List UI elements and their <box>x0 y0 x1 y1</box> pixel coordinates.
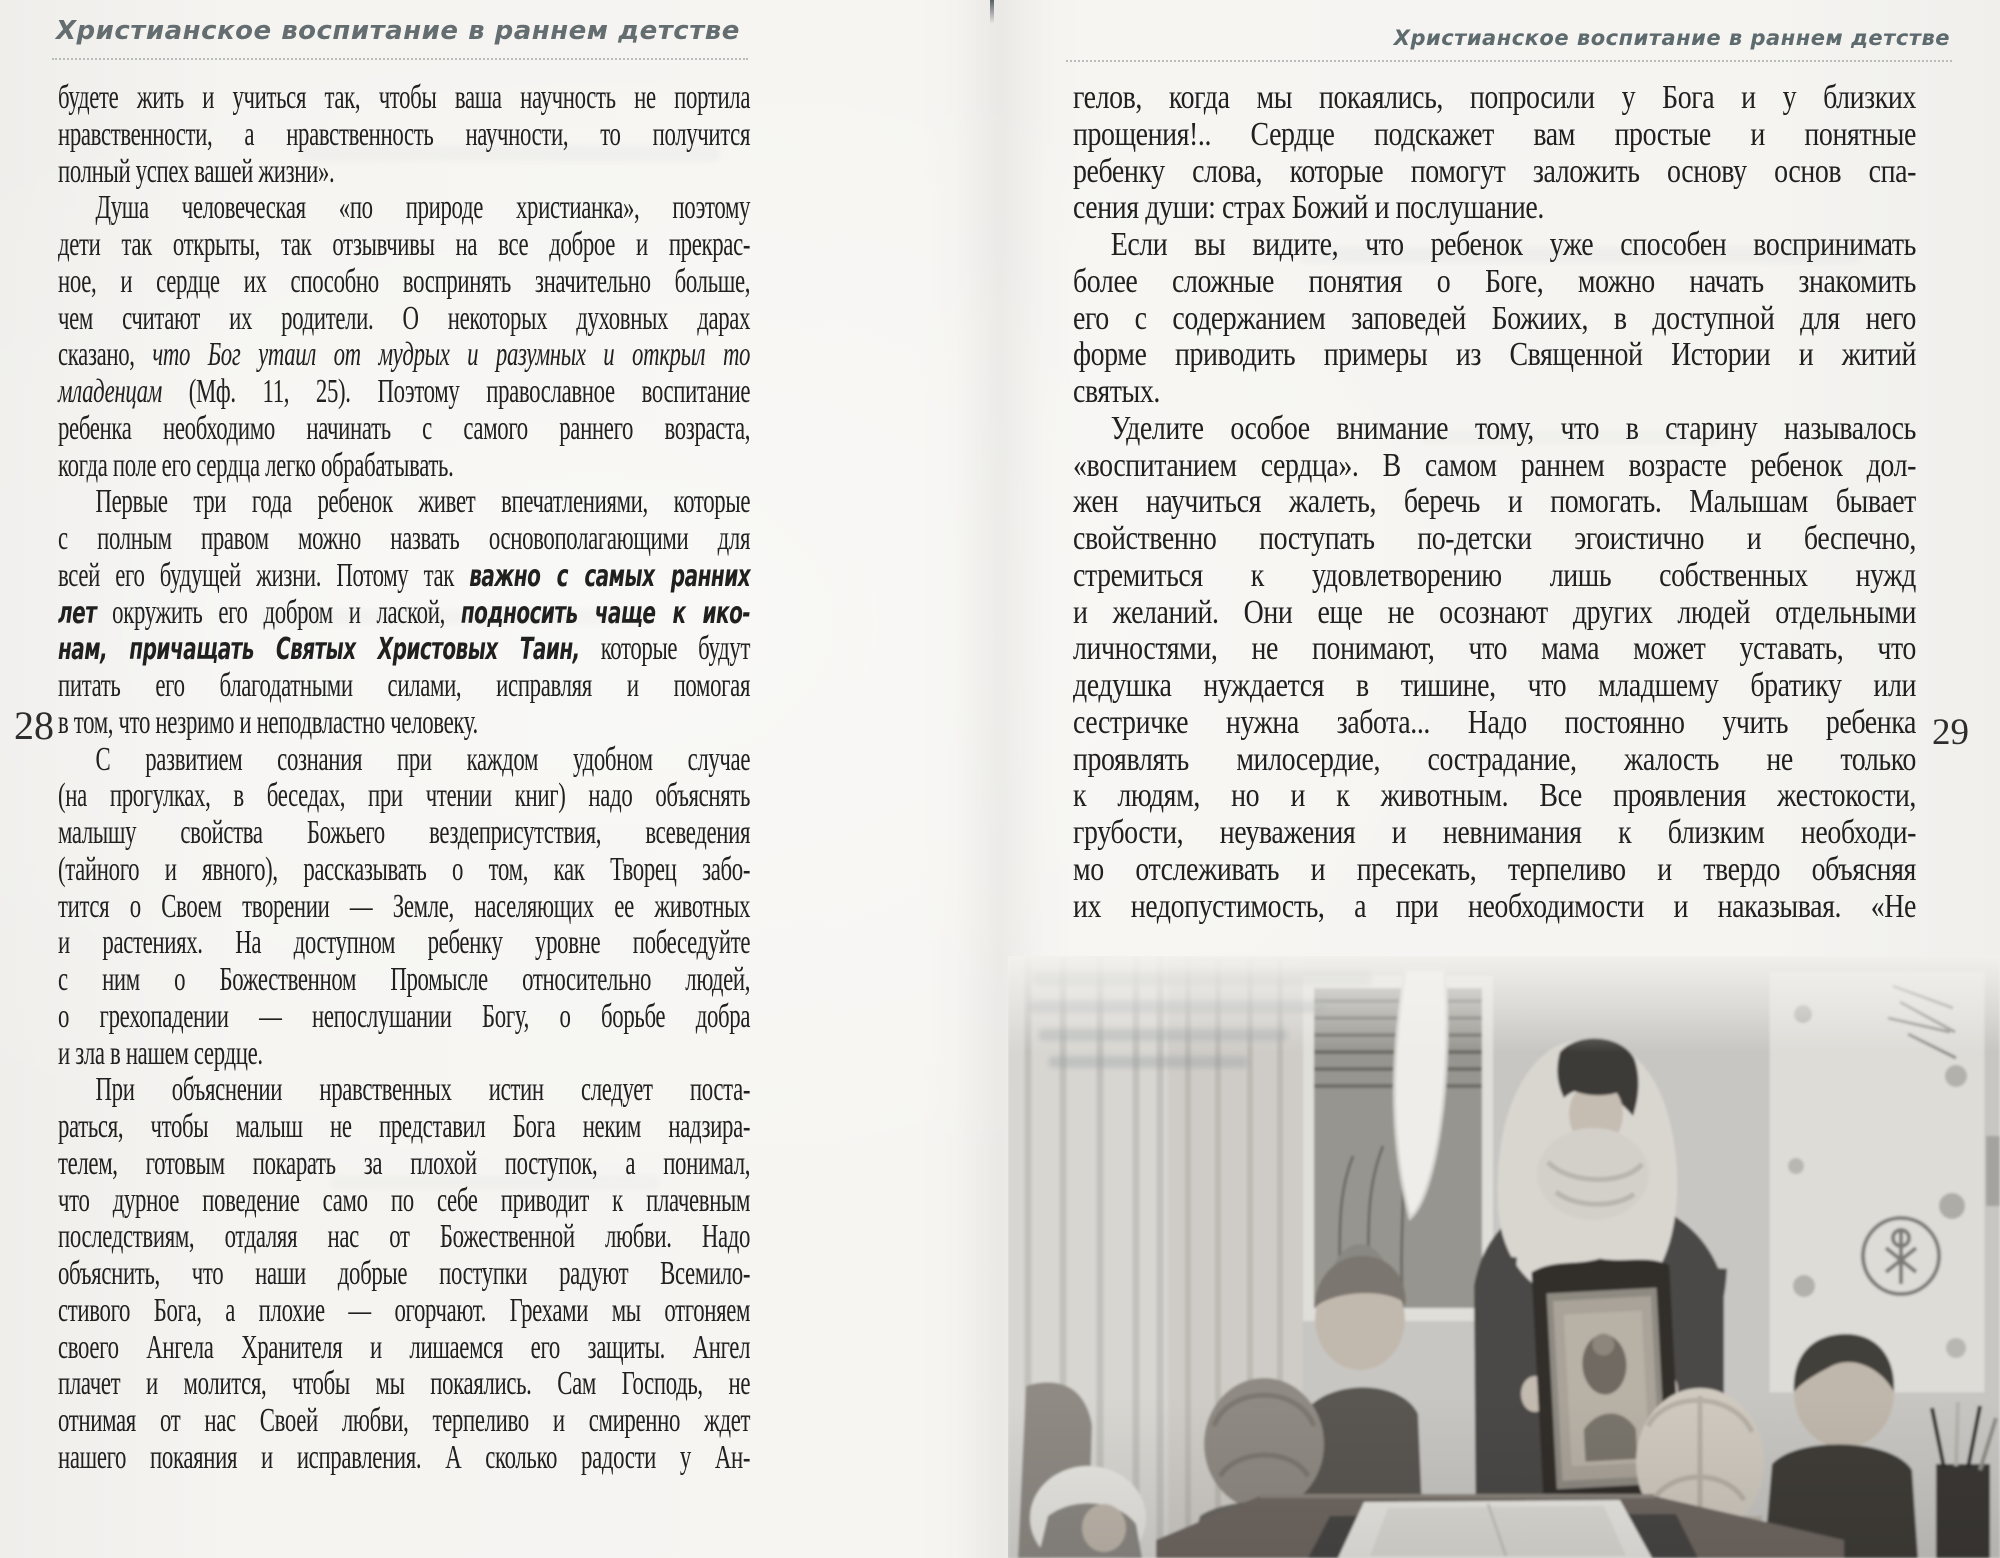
running-head-left: Христианское воспитание в раннем детстве <box>56 16 740 46</box>
body-text: окружить его добром и лаской, <box>96 593 461 631</box>
text-line <box>1073 852 1916 889</box>
text-line <box>58 301 750 338</box>
text-line <box>58 264 750 301</box>
text-line <box>58 1366 750 1403</box>
body-text: отнимая от нас Своей любви, терпеливо и смиренно ждет <box>58 1402 751 1439</box>
body-text: сестричке нужна забота... Надо постоянно учить ребенка <box>1073 703 1916 741</box>
body-text: ребенку слова, которые помогут заложить основу основ спа- <box>1073 152 1916 190</box>
text-line <box>58 448 750 485</box>
text-line <box>58 852 750 889</box>
text-line <box>58 778 750 815</box>
text-line <box>58 227 750 264</box>
body-text: гелов, когда мы покаялись, попросили у Бога и у близких <box>1073 79 1916 116</box>
text-line <box>1073 337 1916 374</box>
text-line <box>58 1219 750 1256</box>
text-line <box>1073 448 1916 485</box>
body-text: что дурное поведение само по себе приводит к плачевным <box>58 1181 751 1219</box>
text-line <box>1073 227 1916 264</box>
body-text: и желаний. Они еще не осознают других людей отдельными <box>1073 593 1916 631</box>
body-text: свойственно поступать по-детски эгоистично и беспечно, <box>1073 520 1916 557</box>
text-line <box>1073 558 1916 595</box>
body-text: и зла в нашем сердце. <box>58 1034 263 1072</box>
body-text: дедушка нуждается в тишине, что младшему братику или <box>1073 667 1916 704</box>
body-text: которые будут <box>579 630 751 668</box>
header-dotted-rule-left <box>52 58 748 60</box>
text-line <box>1073 815 1916 852</box>
body-text: полный успех вашей жизни». <box>58 152 335 190</box>
body-text: прощения!.. Сердце подскажет вам простые и понятные <box>1073 115 1916 153</box>
body-text: святых. <box>1073 373 1160 410</box>
body-text: с ним о Божественном Промысле относительно людей, <box>58 961 751 998</box>
body-text: Первые три года ребенок живет впечатлениями, которые <box>95 483 751 521</box>
body-text: (Мф. 11, 25). Поэтому православное воспитание <box>161 373 751 410</box>
text-line <box>58 962 750 999</box>
body-text: дети так открыты, так отзывчивы на все доброе и прекрас- <box>58 226 751 263</box>
body-text: сения души: страх Божий и послушание. <box>1073 189 1544 227</box>
body-text: в том, что незримо и неподвластно человеку. <box>58 703 478 741</box>
emphasis-script: подносить чаще к ико- <box>460 595 751 631</box>
body-text: их недопустимость, а при необходимости и наказывая. «Не <box>1073 887 1916 925</box>
text-line <box>58 521 750 558</box>
emphasis-script: нам, причащать Святых Христовых Таин, <box>58 632 580 668</box>
photo-vignette <box>1008 1396 2000 1558</box>
body-text: Уделите особое внимание тому, что в старину называлось <box>1110 409 1916 447</box>
text-line <box>1073 631 1916 668</box>
body-text: форме приводить примеры из Священной Истории и житий <box>1073 336 1916 374</box>
text-line <box>58 337 750 374</box>
text-line <box>58 411 750 448</box>
text-line <box>58 1072 750 1109</box>
text-line <box>1073 742 1916 779</box>
body-text: ное, и сердце их способно воспринять значительно больше, <box>58 262 751 300</box>
photo-icon-lesson <box>1008 956 2000 1558</box>
body-text: стивого Бога, а плохие — огорчают. Грехами мы отгоняем <box>58 1291 751 1329</box>
body-text: сказано, <box>58 336 153 374</box>
header-dotted-rule-right <box>1066 60 1952 62</box>
scripture-quote: что Бог утаил от мудрых и разумных и открыл то <box>152 336 751 374</box>
body-text: проявлять милосердие, сострадание, жалость не только <box>1073 740 1916 778</box>
text-line <box>58 595 750 632</box>
text-line <box>58 1293 750 1330</box>
body-text: жен научиться жалеть, беречь и помогать. Малышам бывает <box>1073 483 1916 521</box>
text-line <box>58 1183 750 1220</box>
text-line <box>1073 595 1916 632</box>
text-line <box>58 705 750 742</box>
body-text: С развитием сознания при каждом удобном случае <box>95 740 751 778</box>
body-text: чем считают их родители. О некоторых духовных дарах <box>58 299 751 337</box>
body-text: всей его будущей жизни. Потому так <box>58 556 470 594</box>
body-text: плачет и молится, чтобы мы покаялись. Сам Господь, не <box>58 1365 751 1403</box>
text-line <box>1073 301 1916 338</box>
page-number-right: 29 <box>1932 712 1969 753</box>
text-line <box>1073 889 1916 926</box>
emphasis-script: важно с самых ранних <box>469 558 751 594</box>
body-text: последствиям, отдаляя нас от Божественной любви. Надо <box>58 1218 751 1256</box>
text-line <box>58 668 750 705</box>
text-line <box>58 1109 750 1146</box>
text-line <box>1073 117 1916 154</box>
text-line <box>1073 778 1916 815</box>
text-line <box>58 1403 750 1440</box>
body-text: малышу свойства Божьего вездеприсутствия, всеведения <box>58 814 751 851</box>
page-number-left: 28 <box>14 703 54 748</box>
scripture-quote: младенцам <box>58 373 162 410</box>
body-text: питать его благодатными силами, исправляя и помогая <box>58 667 751 704</box>
text-line <box>58 742 750 779</box>
text-line <box>58 154 750 191</box>
body-text: При объяснении нравственных истин следует поста- <box>95 1071 751 1109</box>
emphasis-script: лет <box>58 595 97 631</box>
body-text: тится о Своем творении — Земле, населяющих ее животных <box>58 887 751 925</box>
text-line <box>58 190 750 227</box>
text-line <box>58 1036 750 1073</box>
body-text: более сложные понятия о Боге, можно начать знакомить <box>1073 262 1916 300</box>
body-text: о грехопадении — непослушании Богу, о борьбе добра <box>58 997 751 1035</box>
text-line <box>58 80 750 117</box>
text-line <box>58 999 750 1036</box>
text-line <box>1073 484 1916 521</box>
body-text: стремиться к удовлетворению лишь собственных нужд <box>1073 556 1916 594</box>
page-left-text <box>58 80 750 1477</box>
text-line <box>1073 154 1916 191</box>
photo-scene <box>1008 956 2000 1558</box>
text-line <box>58 558 750 595</box>
text-line <box>58 1146 750 1183</box>
text-line <box>1073 411 1916 448</box>
body-text: нравственности, а нравственность научности, то получится <box>58 115 751 153</box>
text-line <box>58 925 750 962</box>
text-line <box>58 117 750 154</box>
text-line <box>58 631 750 668</box>
body-text: к людям, но и к животным. Все проявления жестокости, <box>1073 777 1916 815</box>
body-text: телем, готовым покарать за плохой поступок, а понимал, <box>58 1144 751 1182</box>
text-line <box>1073 374 1916 411</box>
body-text: нашего покаяния и исправления. А сколько радости у Ан- <box>58 1438 751 1476</box>
body-text: объяснить, что наши добрые поступки радуют Всемило- <box>58 1255 751 1292</box>
body-text: его с содержанием заповедей Божиих, в доступной для него <box>1073 299 1916 337</box>
text-line <box>1073 190 1916 227</box>
text-line <box>1073 264 1916 301</box>
text-line <box>58 889 750 926</box>
body-text: когда поле его сердца легко обрабатывать. <box>58 446 454 484</box>
text-line <box>1073 80 1916 117</box>
body-text: с полным правом можно назвать основополагающими для <box>58 520 751 557</box>
text-line <box>58 484 750 521</box>
body-text: личностями, не понимают, что мама может уставать, что <box>1073 630 1916 668</box>
text-line <box>58 1256 750 1293</box>
body-text: грубости, неуважения и невнимания к близким необходи- <box>1073 814 1916 851</box>
text-line <box>58 1440 750 1477</box>
body-text: «воспитанием сердца». В самом раннем возрасте ребенок дол- <box>1073 446 1916 484</box>
photo-top-fade <box>1008 956 2000 1052</box>
text-line <box>1073 668 1916 705</box>
body-text: (тайного и явного), рассказывать о том, как Творец забо- <box>58 850 751 888</box>
body-text: своего Ангела Хранителя и лишаемся его защиты. Ангел <box>58 1328 751 1366</box>
text-line <box>1073 705 1916 742</box>
body-text: раться, чтобы малыш не представил Бога неким надзира- <box>58 1108 751 1145</box>
text-line <box>58 1330 750 1367</box>
body-text: (на прогулках, в беседах, при чтении книг) надо объяснять <box>58 777 751 815</box>
text-line <box>1073 521 1916 558</box>
body-text: ребенка необходимо начинать с самого раннего возраста, <box>58 409 751 447</box>
page-right-text <box>1073 80 1916 925</box>
body-text: Если вы видите, что ребенок уже способен воспринимать <box>1110 226 1916 263</box>
body-text: и растениях. На доступном ребенку уровне побеседуйте <box>58 924 751 962</box>
body-text: будете жить и учиться так, чтобы ваша научность не портила <box>58 79 751 116</box>
text-line <box>58 374 750 411</box>
text-line <box>58 815 750 852</box>
body-text: мо отслеживать и пресекать, терпеливо и твердо объясняя <box>1073 850 1916 888</box>
body-text: Душа человеческая «по природе христианка», поэтому <box>95 189 751 227</box>
running-head-right: Христианское воспитание в раннем детстве <box>1393 26 1950 50</box>
